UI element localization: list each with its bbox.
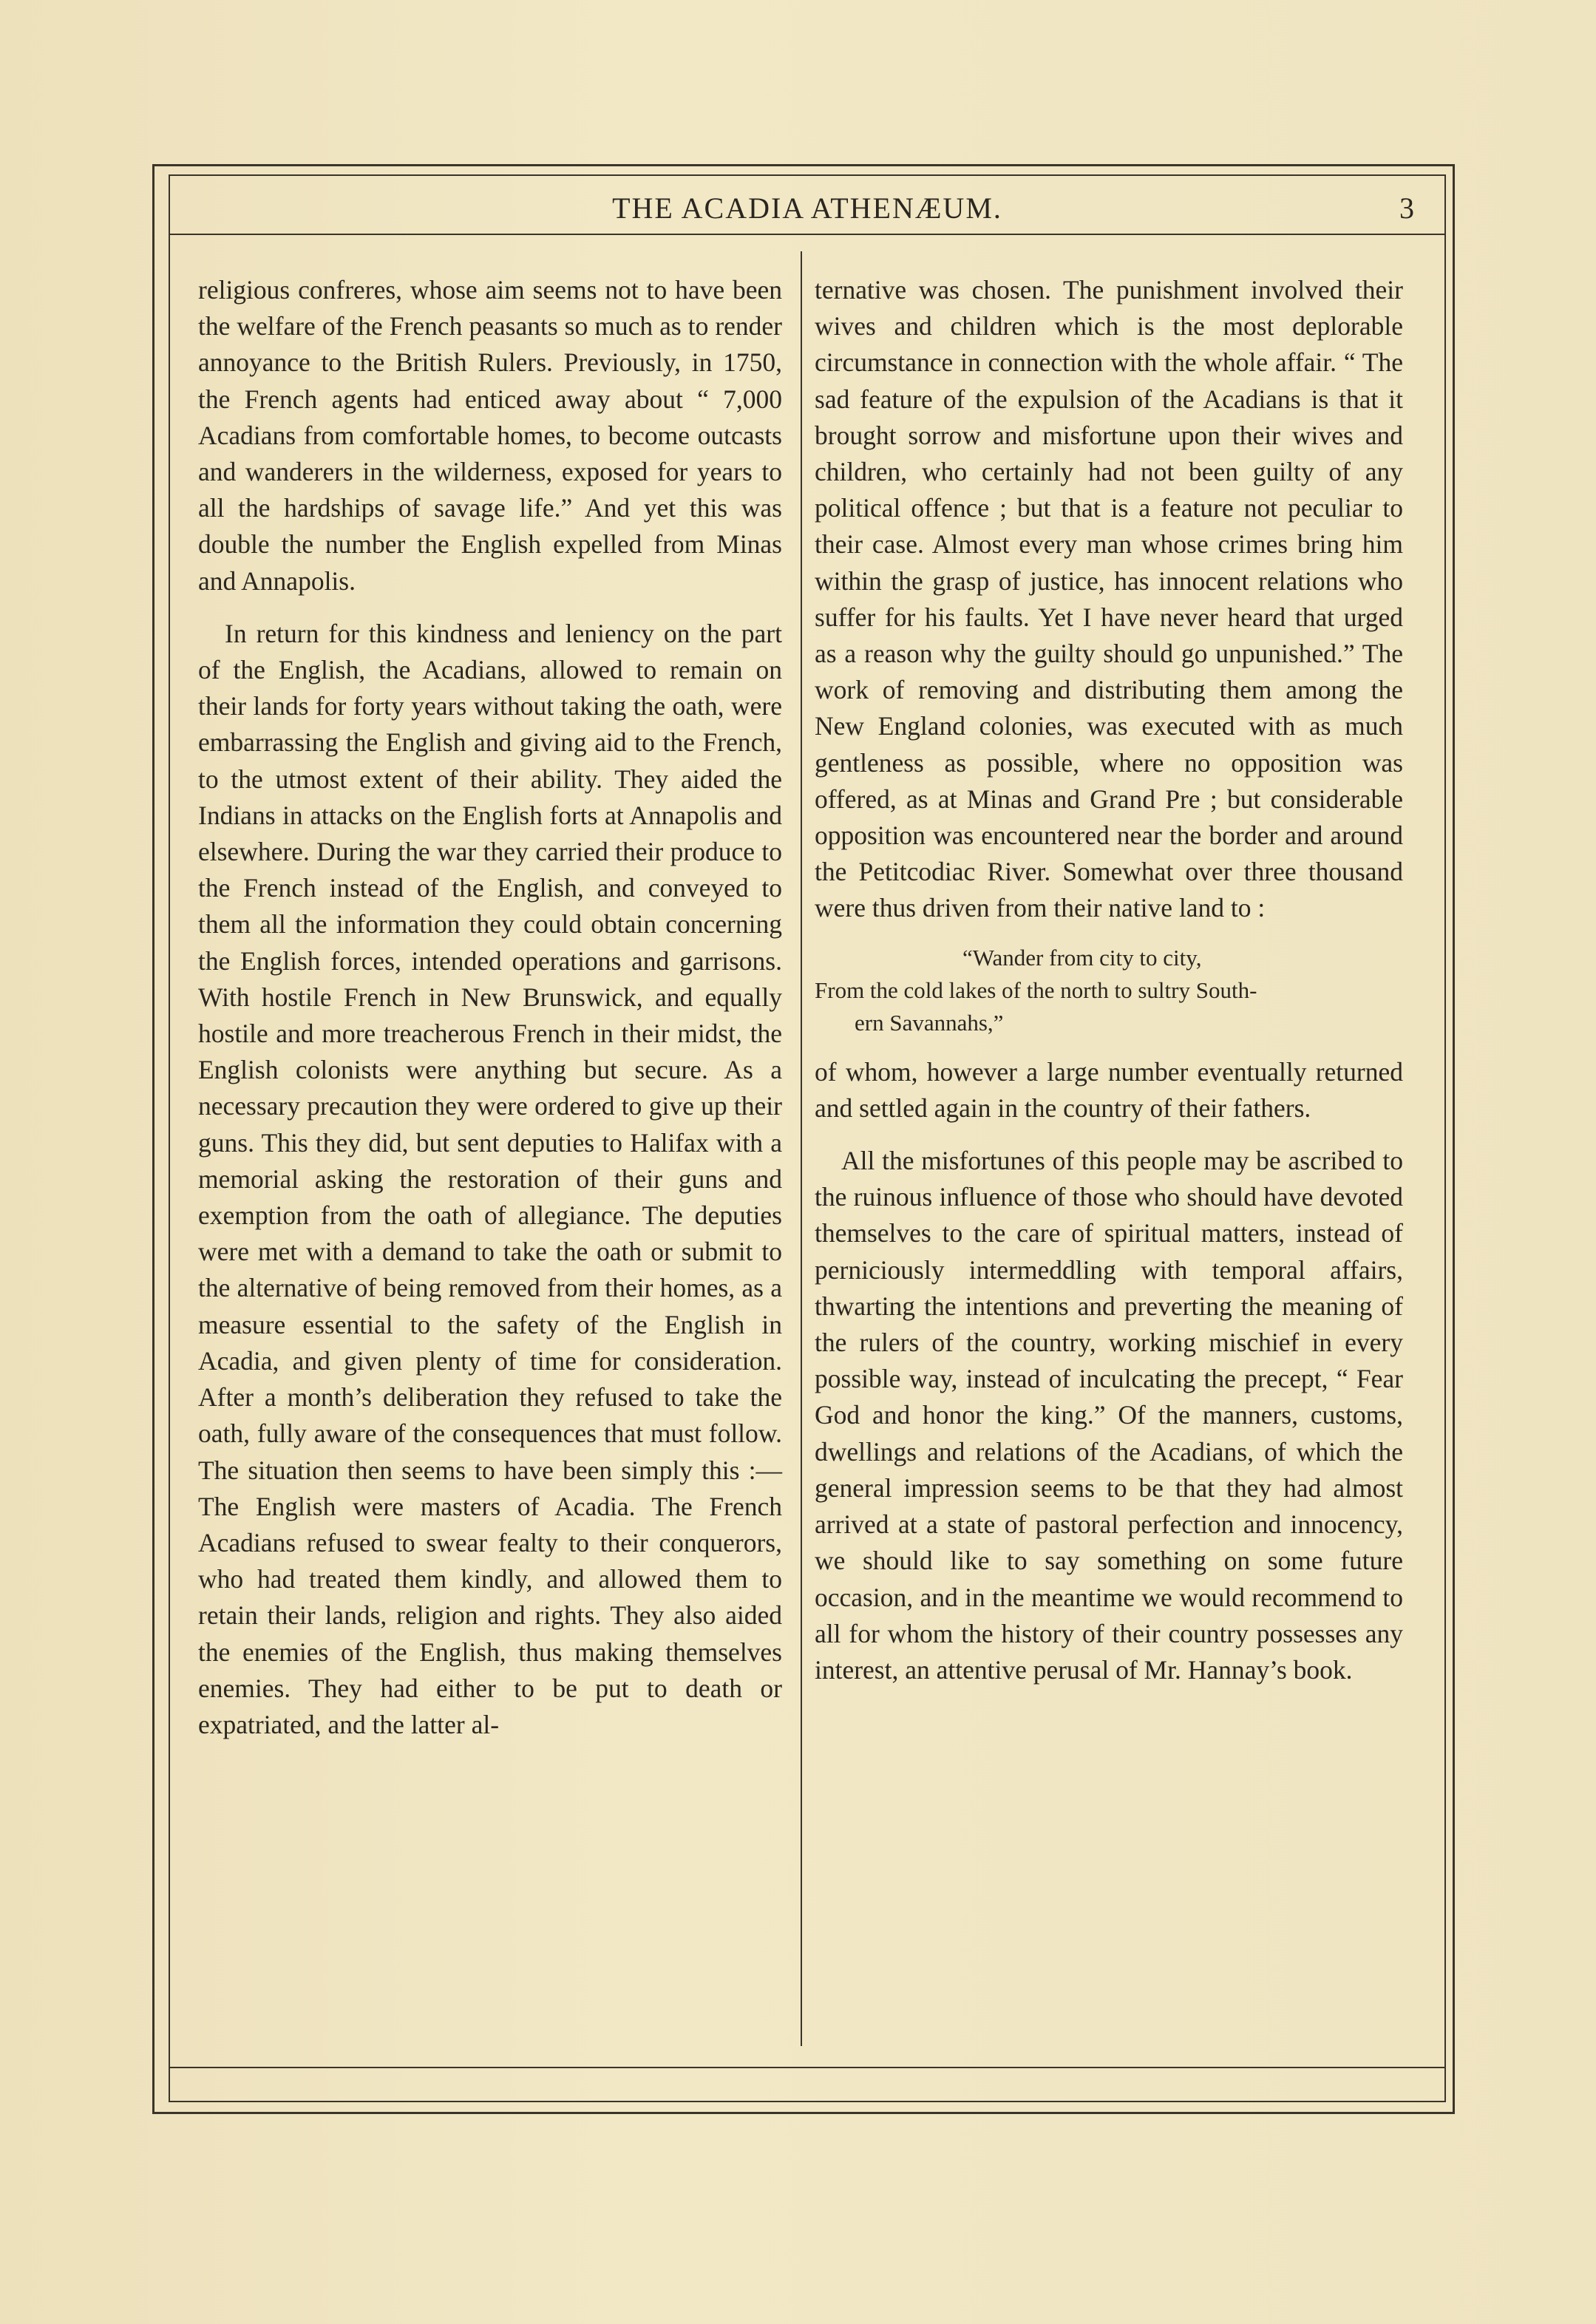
running-head: THE ACADIA ATHENÆUM.: [612, 191, 1002, 225]
paragraph: of whom, however a large number eventually returned and settled again in the country of their fathers.: [815, 1056, 1403, 1123]
left-column: [198, 272, 782, 1743]
paragraph: All the misfortunes of this people may be ascribed to the ruinous influence of those who should have devoted themselves to the care of spiritual matters, instead of perniciously intermeddling with temporal affairs, thwarting the intentions and preverting the meaning of the rulers of the country, working mischief in every possible way, instead of inculcating the precept, “ Fear God and honor the king.” Of the manners, customs, dwellings and relations of the Acadians, of which the general impression seems to be that they had almost arrived at a state of pastoral perfection and innocency, we should like to say something on some future occasion, and in the meantime we would recommend to all for whom the history of their country possesses any interest, an attentive perusal of Mr. Hannay’s book.: [815, 1146, 1403, 1685]
verse-line: ern Savannahs,”: [855, 1009, 1004, 1036]
page-number: 3: [1399, 191, 1414, 225]
column-divider: [801, 251, 802, 2046]
paragraph: ternative was chosen. The punishment involved their wives and children which is the most deplorable circumstance in connection with the whole affair. “ The sad feature of the expulsion of the Acadians is that it brought sorrow and misfortune upon their wives and children, who certainly had not been guilty of any political offence ; but that is a feature not peculiar to their case. Almost every man whose crimes bring him within the grasp of justice, has innocent relations who suffer for his faults. Yet I have never heard that urged as a reason why the guilty should go unpunished.” The work of removing and distributing them among the New England colonies, was executed with as much gentleness as possible, where no opposition was offered, as at Minas and Grand Pre ; but considerable opposition was encountered near the border and around the Petitcodiac River. Somewhat over three thousand were thus driven from their native land to :: [815, 275, 1403, 923]
paragraph: religious confreres, whose aim seems not to have been the welfare of the French peasants so much as to render annoyance to the British Rulers. Previously, in 1750, the French agents had enticed away about “ 7,000 Acadians from comfortable homes, to become outcasts and wanderers in the wilderness, exposed for years to all the hardships of savage life.” And yet this was double the number the English expelled from Minas and Annapolis.: [198, 275, 782, 596]
footer-rule: [169, 2067, 1446, 2068]
header-rule: [169, 234, 1446, 235]
verse-line: From the cold lakes of the north to sultry South-: [815, 976, 1257, 1003]
verse-quotation: [815, 942, 1403, 1039]
verse-line: “Wander from city to city,: [962, 944, 1202, 971]
paragraph: In return for this kindness and leniency on the part of the English, the Acadians, allowed to remain on their lands for forty years without taking the oath, were embarrassing the English and giving aid to the French, to the utmost extent of their ability. They aided the Indians in attacks on the English forts at Annapolis and elsewhere. During the war they carried their produce to the French instead of the English, and conveyed to them all the information they could obtain concerning the English forces, intended operations and garrisons. With hostile French in New Brunswick, and equally hostile and more treacherous French in their midst, the English colonists were anything but secure. As a necessary precaution they were ordered to give up their guns. This they did, but sent deputies to Halifax with a memorial asking the restoration of their guns and exemption from the oath of allegiance. The deputies were met with a demand to take the oath or submit to the alternative of being removed from their homes, as a measure essential to the safety of the English in Acadia, and given plenty of time for consideration. After a month’s deliberation they refused to take the oath, fully aware of the consequences that must follow. The situation then seems to have been simply this :—The English were masters of Acadia. The French Acadians refused to swear fealty to their conquerors, who had treated them kindly, and allowed them to retain their lands, religion and rights. They also aided the enemies of the English, thus making themselves enemies. They had either to be put to death or expatriated, and the latter al-: [198, 618, 782, 1739]
right-column: [815, 272, 1403, 1688]
